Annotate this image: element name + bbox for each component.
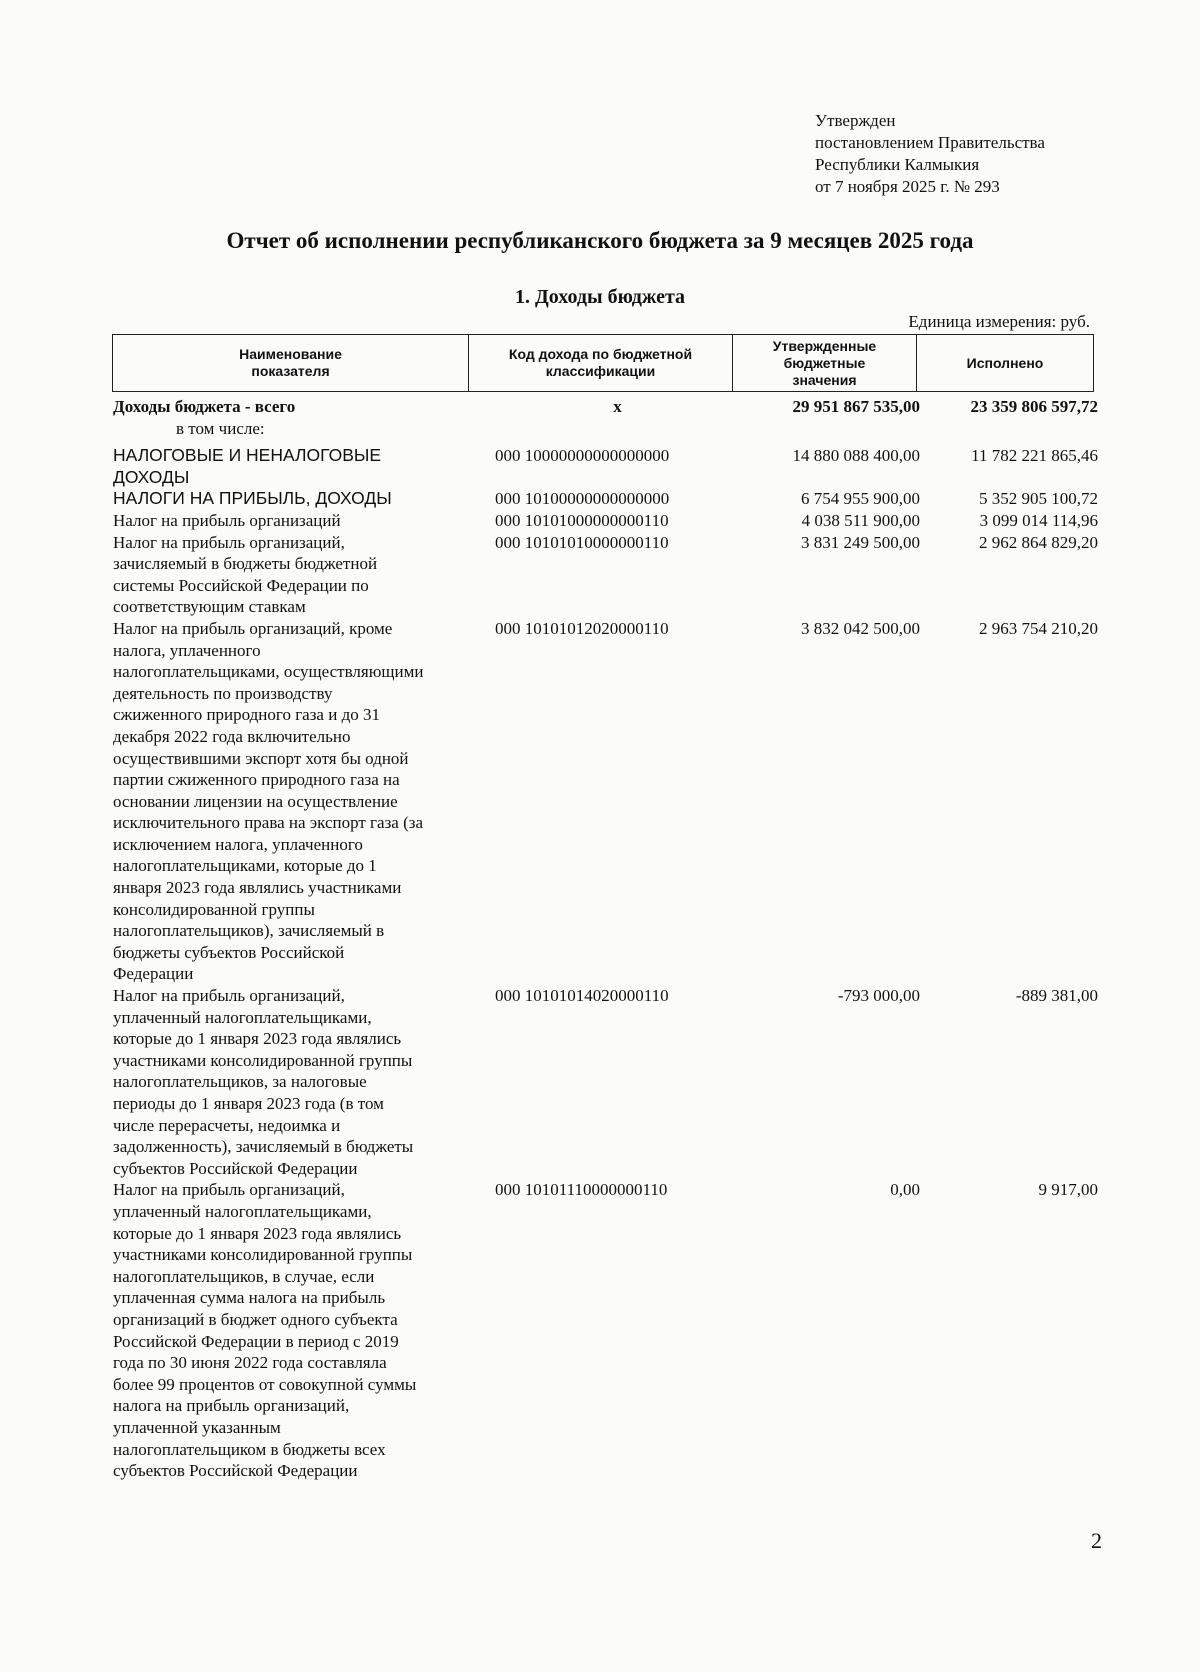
row-name: в том числе: — [176, 418, 265, 438]
row-executed: 3 099 014 114,96 — [979, 510, 1098, 530]
row-name: Доходы бюджета - всего — [113, 397, 296, 416]
row-approved: 0,00 — [890, 1180, 920, 1200]
row-name: Налог на прибыль организаций, зачисляемый в бюджеты бюджетной системы Российской Федерации по соответствующим ставкам — [113, 532, 378, 617]
approval-line: Утвержден — [815, 111, 896, 130]
row-executed: 2 962 864 829,20 — [979, 532, 1098, 552]
section-heading: 1. Доходы бюджета — [514, 286, 686, 308]
approval-block — [815, 110, 1045, 198]
table-row — [113, 445, 1098, 488]
table-row — [113, 985, 1098, 1179]
row-code: 000 10101012020000110 — [495, 618, 669, 638]
table-header — [112, 334, 1094, 392]
document-title: Отчет об исполнении республиканского бюджета за 9 месяцев 2025 года — [226, 228, 974, 253]
table-body — [113, 396, 1098, 1482]
row-approved: 14 880 088 400,00 — [792, 446, 920, 466]
table-row — [113, 418, 1098, 440]
header-code: Код дохода по бюджетной классификации — [469, 335, 733, 392]
row-approved: 3 831 249 500,00 — [801, 532, 920, 552]
row-name: Налог на прибыль организаций, уплаченный налогоплательщиками, которые до 1 января 2023 года являлись участниками консолидированной группы налогоплательщиков, в случае, если уплаченная сумма налога на прибыль организаций в бюджет одного субъекта Российской Федерации в период с 2019 года по 30 июня 2022 года составляла более 99 процентов от совокупной суммы налога на прибыль организаций, уплаченной указанным налогоплательщиком в бюджеты всех субъектов Российской Федерации — [113, 1180, 417, 1481]
header-approved: Утвержденные бюджетные значения — [733, 335, 917, 392]
table-row — [113, 532, 1098, 618]
table-row — [113, 488, 1098, 510]
row-code: 000 10101014020000110 — [495, 986, 669, 1006]
table-row — [113, 510, 1098, 532]
row-approved: 29 951 867 535,00 — [792, 397, 920, 416]
row-executed: -889 381,00 — [1015, 986, 1098, 1006]
table-row — [113, 1179, 1098, 1481]
row-code: 000 10101010000000110 — [495, 532, 669, 552]
row-executed: 11 782 221 865,46 — [971, 446, 1098, 466]
approval-line: от 7 ноября 2025 г. № 293 — [815, 177, 1000, 196]
row-approved: 4 038 511 900,00 — [801, 510, 920, 530]
row-name: Налог на прибыль организаций — [113, 510, 341, 530]
row-code: 000 10101110000000110 — [495, 1180, 668, 1200]
row-name: НАЛОГИ НА ПРИБЫЛЬ, ДОХОДЫ — [113, 488, 392, 509]
unit-label: Единица измерения: руб. — [908, 312, 1090, 331]
page-number: 2 — [1091, 1528, 1102, 1553]
approval-line: постановлением Правительства — [815, 133, 1045, 152]
table-row — [113, 396, 1098, 418]
row-code: 000 10100000000000000 — [495, 489, 670, 509]
header-executed: Исполнено — [917, 335, 1094, 392]
row-code: x — [613, 397, 622, 416]
row-approved: 6 754 955 900,00 — [801, 489, 920, 509]
row-name: НАЛОГОВЫЕ И НЕНАЛОГОВЫЕ ДОХОДЫ — [113, 445, 382, 487]
row-code: 000 10101000000000110 — [495, 510, 669, 530]
row-name: Налог на прибыль организаций, уплаченный налогоплательщиками, которые до 1 января 2023 года являлись участниками консолидированной группы налогоплательщиков, за налоговые периоды до 1 января 2023 года (в том числе перерасчеты, недоимка и задолженность), зачисляемый в бюджеты субъектов Российской Федерации — [113, 986, 414, 1178]
row-executed: 9 917,00 — [1038, 1180, 1098, 1200]
row-name: Налог на прибыль организаций, кроме налога, уплаченного налогоплательщиками, осуществляющими деятельность по производству сжиженного природного газа и до 31 декабря 2022 года включительно осуществившими экспорт хотя бы одной партии сжиженного природного газа на основании лицензии на осуществление исключительного права на экспорт газа (за исключением налога, уплаченного налогоплательщиками, которые до 1 января 2023 года являлись участниками консолидированной группы налогоплательщиков), зачисляемый в бюджеты субъектов Российской Федерации — [113, 618, 424, 984]
header-name: Наименование показателя — [113, 335, 469, 392]
row-code: 000 10000000000000000 — [495, 446, 670, 466]
approval-line: Республики Калмыкия — [815, 155, 980, 174]
row-executed: 5 352 905 100,72 — [979, 489, 1098, 509]
row-approved: -793 000,00 — [837, 986, 920, 1006]
table-row — [113, 618, 1098, 985]
row-executed: 2 963 754 210,20 — [979, 618, 1098, 638]
row-approved: 3 832 042 500,00 — [801, 618, 920, 638]
row-executed: 23 359 806 597,72 — [970, 397, 1098, 416]
